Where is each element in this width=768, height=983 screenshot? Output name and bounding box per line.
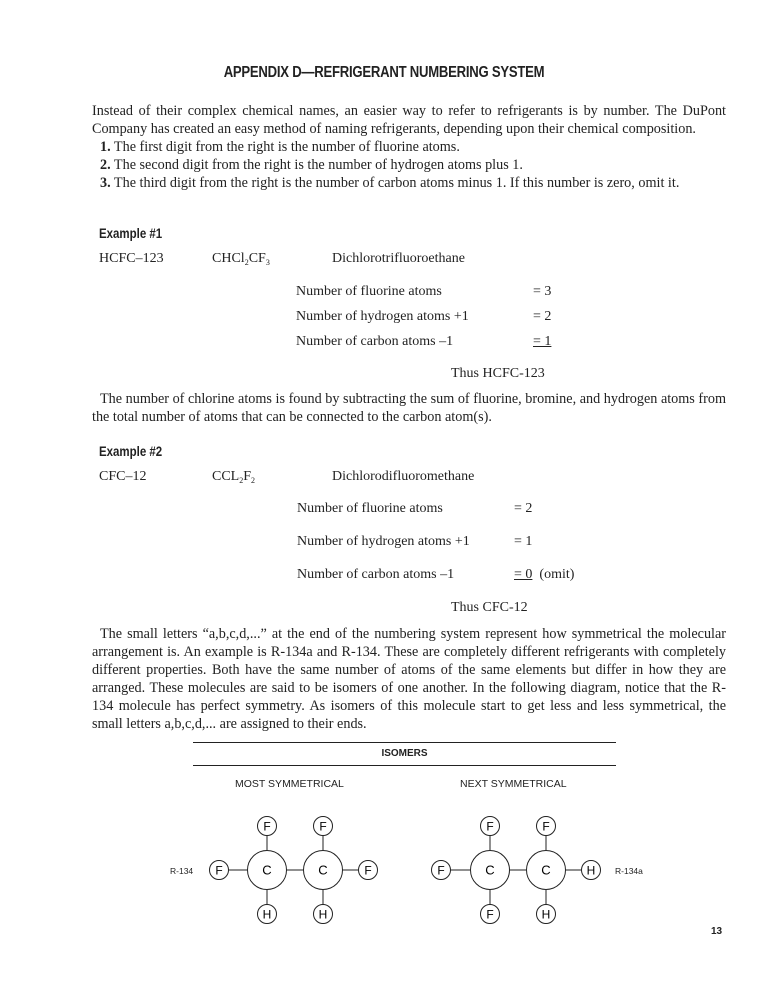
example-1-value-fluorine: = 3 bbox=[533, 284, 552, 299]
rule-step-2: 2. The second digit from the right is the number of hydrogen atoms plus 1. bbox=[100, 157, 523, 173]
svg-text:H: H bbox=[262, 907, 272, 922]
example-2-value-fluorine: = 2 bbox=[514, 501, 533, 516]
example-1-heading: Example #1 bbox=[99, 226, 163, 241]
example-2-result: Thus CFC-12 bbox=[451, 600, 528, 615]
svg-text:F: F bbox=[364, 863, 372, 878]
svg-text:F: F bbox=[319, 819, 327, 834]
svg-text:F: F bbox=[486, 907, 494, 922]
rule-step-1: 1. The first digit from the right is the number of fluorine atoms. bbox=[100, 139, 460, 155]
isomers-title: ISOMERS bbox=[381, 748, 428, 759]
example-1-chemical-name: Dichlorotrifluoroethane bbox=[332, 251, 465, 266]
symmetry-paragraph: The small letters “a,b,c,d,...” at the end of the numbering system represent how symmetrical the molecular arrangement is. An example is R-134a and R-134. These are completely different refrigerants with completely different properties. Both have the same number of atoms of the same elements but differ in how they are arranged. These molecules are said to be isomers of one another. In the following diagram, notice that the R-134 molecule has perfect symmetry. As isomers of this molecule start to get less and less symmetrical, the small letters a,b,c,d,... are assigned to their ends. bbox=[92, 626, 726, 732]
svg-text:H: H bbox=[318, 907, 328, 922]
svg-text:H: H bbox=[586, 863, 596, 878]
intro-paragraph: Instead of their complex chemical names, an easier way to refer to refrigerants is by number. The DuPont Company has created an easy method of naming refrigerants, depending upon their chemical composition. bbox=[92, 103, 726, 137]
atom-c bbox=[304, 851, 343, 890]
chlorine-paragraph: The number of chlorine atoms is found by subtracting the sum of fluorine, bromine, and hydrogen atoms from the total number of atoms that can be connected to the carbon atom(s). bbox=[92, 391, 726, 425]
atom-f bbox=[537, 817, 556, 836]
svg-text:F: F bbox=[542, 819, 550, 834]
example-1-result: Thus HCFC-123 bbox=[451, 366, 545, 381]
example-2-heading: Example #2 bbox=[99, 444, 163, 459]
omit-note: (omit) bbox=[539, 567, 575, 582]
svg-text:H: H bbox=[541, 907, 551, 922]
example-1-formula: $CHCl_2CF_3$ bbox=[212, 251, 270, 267]
atom-f bbox=[481, 905, 500, 924]
page-title: APPENDIX D—REFRIGERANT NUMBERING SYSTEM bbox=[223, 64, 545, 81]
rule-step-3: 3. The third digit from the right is the number of carbon atoms minus 1. If this number is zero, omit it. bbox=[100, 175, 680, 191]
atom-f bbox=[481, 817, 500, 836]
atom-h bbox=[582, 861, 601, 880]
example-2-value-hydrogen: = 1 bbox=[514, 534, 533, 549]
example-2-label-carbon: Number of carbon atoms –1 bbox=[297, 567, 455, 582]
example-2-value-carbon: = 0 (omit) bbox=[514, 567, 575, 582]
atom-f bbox=[314, 817, 333, 836]
example-1-value-carbon: = 1 bbox=[533, 334, 552, 349]
atom-f bbox=[359, 861, 378, 880]
example-1-code: HCFC–123 bbox=[99, 251, 164, 266]
example-1-label-hydrogen: Number of hydrogen atoms +1 bbox=[296, 309, 469, 324]
atom-f bbox=[432, 861, 451, 880]
atom-c bbox=[527, 851, 566, 890]
svg-text:C: C bbox=[262, 862, 272, 878]
svg-text:F: F bbox=[437, 863, 445, 878]
atom-h bbox=[537, 905, 556, 924]
svg-text:C: C bbox=[318, 862, 328, 878]
atom-h bbox=[314, 905, 333, 924]
svg-text:F: F bbox=[263, 819, 271, 834]
page-number: 13 bbox=[711, 926, 723, 937]
svg-text:F: F bbox=[486, 819, 494, 834]
example-2-label-hydrogen: Number of hydrogen atoms +1 bbox=[297, 534, 470, 549]
atom-c bbox=[248, 851, 287, 890]
r-134-label: R-134 bbox=[170, 866, 194, 876]
example-2-formula: $CCL_2F_2$ bbox=[212, 469, 256, 485]
atom-f bbox=[258, 817, 277, 836]
next-symmetrical-label: NEXT SYMMETRICAL bbox=[460, 778, 567, 790]
example-2-code: CFC–12 bbox=[99, 469, 147, 484]
example-1-label-fluorine: Number of fluorine atoms bbox=[296, 284, 442, 299]
example-2-chemical-name: Dichlorodifluoromethane bbox=[332, 469, 475, 484]
atom-c bbox=[471, 851, 510, 890]
example-1-label-carbon: Number of carbon atoms –1 bbox=[296, 334, 454, 349]
example-1-value-hydrogen: = 2 bbox=[533, 309, 552, 324]
atom-h bbox=[258, 905, 277, 924]
svg-text:F: F bbox=[215, 863, 223, 878]
most-symmetrical-label: MOST SYMMETRICAL bbox=[235, 778, 344, 790]
r-134a-label: R-134a bbox=[615, 866, 643, 876]
example-2-label-fluorine: Number of fluorine atoms bbox=[297, 501, 443, 516]
atom-f bbox=[210, 861, 229, 880]
svg-text:C: C bbox=[541, 862, 551, 878]
svg-text:C: C bbox=[485, 862, 495, 878]
